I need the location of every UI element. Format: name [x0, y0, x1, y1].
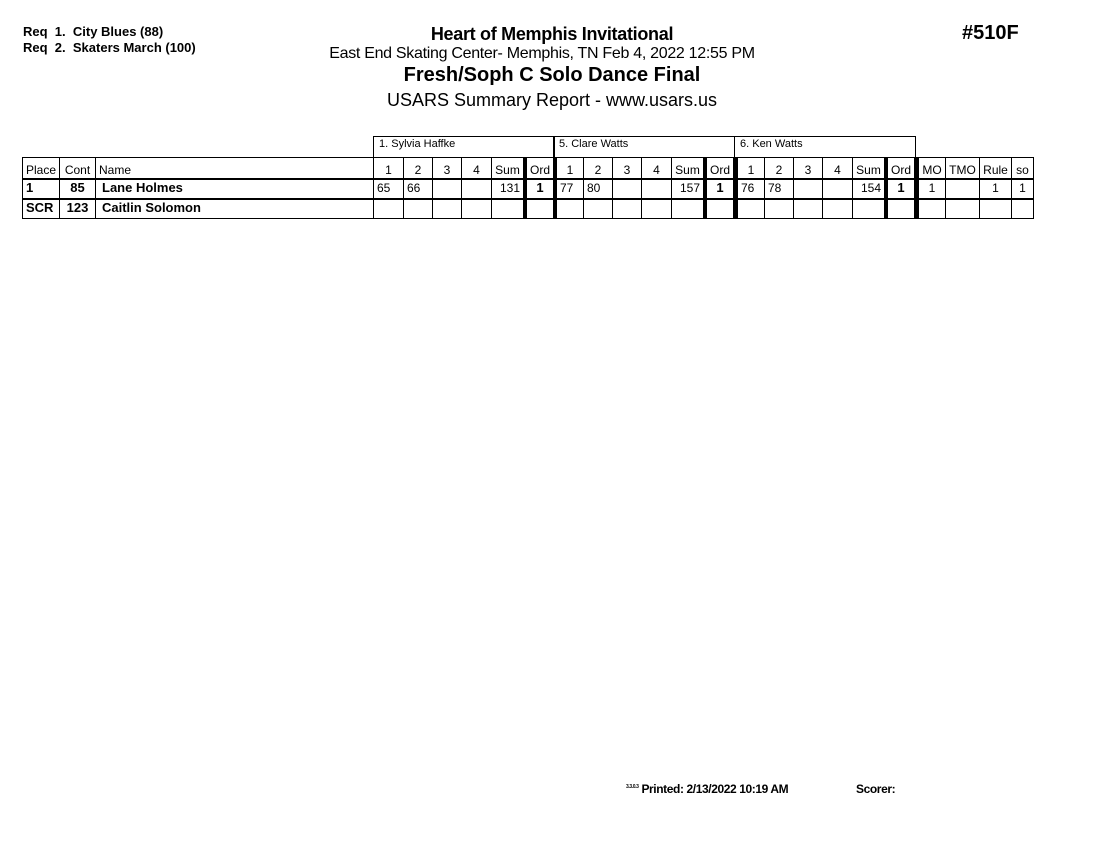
- column-header-judge3-3: 3: [793, 157, 823, 180]
- event-title: Fresh/Soph C Solo Dance Final: [403, 64, 701, 86]
- score-judge3-2: 78: [764, 178, 794, 200]
- event-number: #510F: [962, 22, 1019, 44]
- competition-title: Heart of Memphis Invitational: [430, 24, 674, 44]
- score-judge3-sum: 154: [852, 178, 885, 200]
- column-header-judge3-4: 4: [822, 157, 853, 180]
- so-cell: 1: [1011, 178, 1034, 200]
- column-header-judge2-ord: Ord: [703, 157, 734, 180]
- column-header-judge2-3: 3: [612, 157, 642, 180]
- mo-cell: 1: [915, 178, 946, 200]
- score-judge2-sum: 157: [671, 178, 704, 200]
- req-name: City Blues (88): [72, 24, 164, 39]
- skater-name-cell: Caitlin Solomon: [95, 198, 374, 219]
- score-judge1-ord: 1: [523, 178, 554, 200]
- req-name: Skaters March (100): [72, 40, 196, 55]
- column-header-judge1-4: 4: [461, 157, 492, 180]
- score-judge3-sum: [852, 198, 885, 219]
- column-header-cont: Cont: [59, 157, 96, 180]
- score-judge3-4: [822, 178, 853, 200]
- score-judge1-2: 66: [403, 178, 433, 200]
- printed-info: [626, 782, 788, 796]
- score-judge1-3: [432, 178, 462, 200]
- score-judge1-sum: [491, 198, 524, 219]
- score-judge1-ord: [523, 198, 554, 219]
- score-judge3-ord: 1: [884, 178, 915, 200]
- score-judge2-3: [612, 178, 642, 200]
- score-judge3-4: [822, 198, 853, 219]
- column-header-place: Place: [22, 157, 60, 180]
- score-judge2-3: [612, 198, 642, 219]
- column-header-judge2-sum: Sum: [671, 157, 704, 180]
- score-judge1-1: [373, 198, 404, 219]
- tmo-cell: [945, 198, 980, 219]
- column-header-mo: MO: [915, 157, 946, 180]
- score-judge3-2: [764, 198, 794, 219]
- score-judge1-3: [432, 198, 462, 219]
- skater-name-cell: Lane Holmes: [95, 178, 374, 200]
- column-header-judge1-sum: Sum: [491, 157, 524, 180]
- column-header-judge3-2: 2: [764, 157, 794, 180]
- so-cell: [1011, 198, 1034, 219]
- column-header-judge1-3: 3: [432, 157, 462, 180]
- column-header-judge1-2: 2: [403, 157, 433, 180]
- requirement-1: [23, 24, 163, 39]
- score-judge2-sum: [671, 198, 704, 219]
- place-cell: 1: [22, 178, 60, 200]
- req-label: Req: [23, 40, 48, 55]
- req-number: 2.: [54, 40, 66, 55]
- column-header-judge3-ord: Ord: [884, 157, 915, 180]
- score-judge1-2: [403, 198, 433, 219]
- score-judge2-4: [641, 178, 672, 200]
- requirement-2: [23, 40, 196, 55]
- report-title: USARS Summary Report - www.usars.us: [386, 90, 718, 110]
- judge-header-2: 5. Clare Watts: [553, 136, 735, 158]
- mo-cell: [915, 198, 946, 219]
- tmo-cell: [945, 178, 980, 200]
- score-judge2-2: 80: [583, 178, 613, 200]
- column-header-name: Name: [95, 157, 374, 180]
- score-judge3-3: [793, 178, 823, 200]
- score-judge1-sum: 131: [491, 178, 524, 200]
- req-number: 1.: [54, 24, 66, 39]
- judge-header-3: 6. Ken Watts: [734, 136, 916, 158]
- score-judge2-1: 77: [553, 178, 584, 200]
- score-judge1-4: [461, 198, 492, 219]
- score-judge1-1: 65: [373, 178, 404, 200]
- score-judge1-4: [461, 178, 492, 200]
- column-header-rule: Rule: [979, 157, 1012, 180]
- column-header-judge2-2: 2: [583, 157, 613, 180]
- column-header-tmo: TMO: [945, 157, 980, 180]
- score-judge3-1: 76: [734, 178, 765, 200]
- scorer-label: Scorer:: [856, 782, 896, 796]
- score-judge3-1: [734, 198, 765, 219]
- column-header-judge2-4: 4: [641, 157, 672, 180]
- venue-line: East End Skating Center- Memphis, TN Feb 4, 2022 12:55 PM: [329, 45, 755, 62]
- place-cell: SCR: [22, 198, 60, 219]
- score-judge2-1: [553, 198, 584, 219]
- column-header-judge3-sum: Sum: [852, 157, 885, 180]
- score-judge3-ord: [884, 198, 915, 219]
- column-header-judge1-1: 1: [373, 157, 404, 180]
- score-judge3-3: [793, 198, 823, 219]
- score-judge2-2: [583, 198, 613, 219]
- req-label: Req: [23, 24, 48, 39]
- rule-cell: [979, 198, 1012, 219]
- score-judge2-4: [641, 198, 672, 219]
- version-label: 3.3.0.3: [626, 784, 639, 790]
- column-header-judge3-1: 1: [734, 157, 765, 180]
- column-header-so: so: [1011, 157, 1034, 180]
- column-header-judge1-ord: Ord: [523, 157, 554, 180]
- judge-header-1: 1. Sylvia Haffke: [373, 136, 555, 158]
- printed-timestamp: Printed: 2/13/2022 10:19 AM: [641, 782, 789, 796]
- score-judge2-ord: [703, 198, 734, 219]
- contestant-number-cell: 85: [59, 178, 96, 200]
- column-header-judge2-1: 1: [553, 157, 584, 180]
- contestant-number-cell: 123: [59, 198, 96, 219]
- rule-cell: 1: [979, 178, 1012, 200]
- score-judge2-ord: 1: [703, 178, 734, 200]
